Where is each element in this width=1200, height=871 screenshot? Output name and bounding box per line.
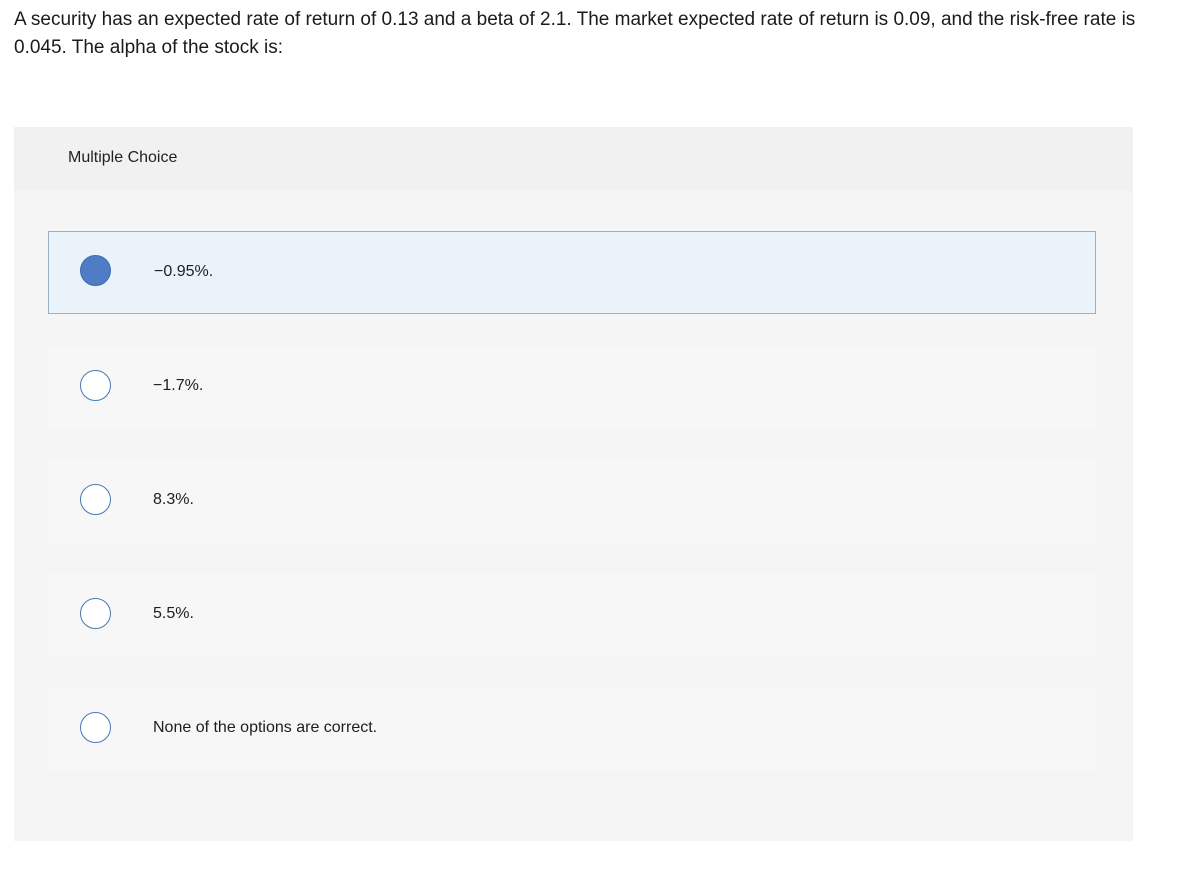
answer-option-5[interactable] — [48, 688, 1096, 771]
radio-button-icon[interactable] — [80, 712, 111, 743]
answer-option-label: None of the options are correct. — [153, 719, 378, 736]
multiple-choice-panel — [14, 127, 1133, 841]
radio-button-icon[interactable] — [80, 598, 111, 629]
answer-option-label: 5.5%. — [153, 605, 194, 622]
radio-button-checked-icon[interactable] — [80, 255, 111, 286]
answer-option-label: −1.7%. — [153, 377, 204, 394]
radio-button-icon[interactable] — [80, 370, 111, 401]
multiple-choice-header — [14, 127, 1133, 191]
answer-option-4[interactable] — [48, 574, 1096, 657]
radio-button-icon[interactable] — [80, 484, 111, 515]
question-text: A security has an expected rate of return of 0.13 and a beta of 2.1. The market expected rate of return is 0.09, and the risk-free rate is 0.045. The alpha of the stock is: — [14, 9, 1136, 58]
answer-option-1[interactable] — [48, 231, 1096, 314]
multiple-choice-title: Multiple Choice — [68, 149, 178, 166]
answer-option-2[interactable] — [48, 346, 1096, 429]
answer-option-label: −0.95%. — [154, 263, 214, 280]
answer-option-3[interactable] — [48, 460, 1096, 543]
answer-option-label: 8.3%. — [153, 491, 194, 508]
